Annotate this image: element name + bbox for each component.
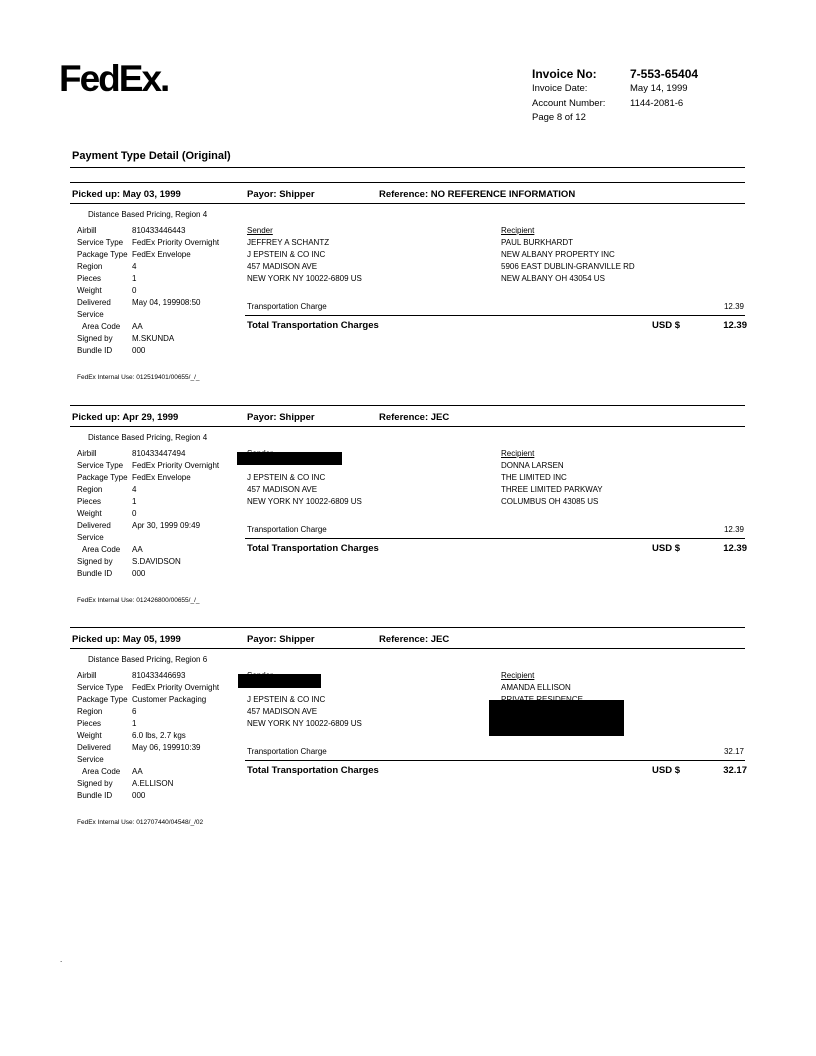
transportation-charge-value: 12.39 — [723, 525, 744, 534]
pricing-note: Distance Based Pricing, Region 4 — [88, 433, 208, 442]
sender-line: NEW YORK NY 10022-6809 US — [247, 274, 362, 283]
internal-use-note: FedEx Internal Use: 012519401/00655/_/_ — [77, 374, 200, 381]
shipment-block — [0, 398, 816, 618]
area-code-label: Area Code — [82, 767, 121, 776]
signed-by-value: M.SKUNDA — [132, 334, 175, 343]
service-type-label: Service Type — [77, 461, 124, 470]
weight-value: 0 — [132, 509, 137, 518]
package-type-label: Package Type — [77, 473, 128, 482]
picked-up: Picked up: Apr 29, 1999 — [72, 412, 179, 423]
service-label: Service — [77, 310, 104, 319]
bundle-id-value: 000 — [132, 791, 146, 800]
delivered-label: Delivered — [77, 298, 111, 307]
currency-label: USD $ — [652, 320, 680, 331]
internal-use-note: FedEx Internal Use: 012707440/04548/_/02 — [77, 819, 204, 826]
airbill-value: 810433447494 — [132, 449, 186, 458]
airbill-label: Airbill — [77, 671, 97, 680]
total-charges-label: Total Transportation Charges — [247, 765, 379, 776]
bundle-id-label: Bundle ID — [77, 791, 113, 800]
recipient-line: COLUMBUS OH 43085 US — [501, 497, 599, 506]
shipment-header-rule — [70, 648, 745, 649]
sender-line: J EPSTEIN & CO INC — [247, 250, 326, 259]
region-label: Region — [77, 485, 103, 494]
internal-use-note: FedEx Internal Use: 012426800/00655/_/_ — [77, 597, 200, 604]
recipient-line: DONNA LARSEN — [501, 461, 564, 470]
signed-by-value: A.ELLISON — [132, 779, 174, 788]
charges-rule — [245, 538, 745, 539]
reference: Reference: JEC — [379, 634, 450, 645]
invoice-date-value: May 14, 1999 — [630, 83, 688, 94]
sender-line: J EPSTEIN & CO INC — [247, 695, 326, 704]
airbill-label: Airbill — [77, 226, 97, 235]
transportation-charge-label: Transportation Charge — [247, 525, 327, 534]
signed-by-label: Signed by — [77, 779, 113, 788]
page-indicator: Page 8 of 12 — [532, 112, 586, 123]
weight-value: 6.0 lbs, 2.7 kgs — [132, 731, 186, 740]
reference: Reference: JEC — [379, 412, 450, 423]
package-type-value: FedEx Envelope — [132, 250, 191, 259]
area-code-value: AA — [132, 545, 143, 554]
pieces-value: 1 — [132, 274, 137, 283]
bundle-id-label: Bundle ID — [77, 346, 113, 355]
signed-by-label: Signed by — [77, 557, 113, 566]
account-number-label: Account Number: — [532, 98, 606, 109]
shipment-header-rule — [70, 203, 745, 204]
total-charges-label: Total Transportation Charges — [247, 543, 379, 554]
recipient-line: AMANDA ELLISON — [501, 683, 571, 692]
currency-label: USD $ — [652, 765, 680, 776]
sender-line: 457 MADISON AVE — [247, 485, 318, 494]
signed-by-value: S.DAVIDSON — [132, 557, 181, 566]
pieces-value: 1 — [132, 719, 137, 728]
section-divider — [70, 167, 745, 168]
sender-line: 457 MADISON AVE — [247, 262, 318, 271]
delivered-value: May 06, 199910:39 — [132, 743, 201, 752]
total-charges-label: Total Transportation Charges — [247, 320, 379, 331]
area-code-value: AA — [132, 322, 143, 331]
weight-label: Weight — [77, 509, 102, 518]
sender-line: J EPSTEIN & CO INC — [247, 473, 326, 482]
recipient-line: PAUL BURKHARDT — [501, 238, 574, 247]
currency-label: USD $ — [652, 543, 680, 554]
invoice-no-label: Invoice No: — [532, 67, 597, 81]
account-number-value: 1144-2081-6 — [630, 98, 684, 109]
area-code-value: AA — [132, 767, 143, 776]
signed-by-label: Signed by — [77, 334, 113, 343]
picked-up: Picked up: May 03, 1999 — [72, 189, 181, 200]
shipment-header-rule — [70, 426, 745, 427]
delivered-label: Delivered — [77, 743, 111, 752]
package-type-value: Customer Packaging — [132, 695, 207, 704]
delivered-value: Apr 30, 1999 09:49 — [132, 521, 201, 530]
shipment-top-rule — [70, 627, 745, 628]
reference: Reference: NO REFERENCE INFORMATION — [379, 189, 576, 200]
fedex-logo: FedEx. — [59, 58, 169, 99]
recipient-label: Recipient — [501, 449, 535, 458]
pieces-value: 1 — [132, 497, 137, 506]
weight-value: 0 — [132, 286, 137, 295]
package-type-value: FedEx Envelope — [132, 473, 191, 482]
pieces-label: Pieces — [77, 497, 102, 506]
airbill-label: Airbill — [77, 449, 97, 458]
area-code-label: Area Code — [82, 322, 121, 331]
recipient-line: THE LIMITED INC — [501, 473, 567, 482]
bundle-id-label: Bundle ID — [77, 569, 113, 578]
region-label: Region — [77, 262, 103, 271]
sender-line: NEW YORK NY 10022-6809 US — [247, 497, 362, 506]
footer-mark: . — [60, 955, 63, 964]
payor: Payor: Shipper — [247, 412, 315, 423]
recipient-line: NEW ALBANY PROPERTY INC — [501, 250, 615, 259]
charges-rule — [245, 760, 745, 761]
bundle-id-value: 000 — [132, 569, 146, 578]
redaction-box — [238, 674, 321, 688]
service-type-value: FedEx Priority Overnight — [132, 238, 220, 247]
airbill-value: 810433446693 — [132, 671, 186, 680]
redaction-box — [237, 452, 342, 465]
invoice-no-value: 7-553-65404 — [630, 67, 699, 81]
region-value: 4 — [132, 262, 137, 271]
area-code-label: Area Code — [82, 545, 121, 554]
section-title: Payment Type Detail (Original) — [72, 150, 231, 162]
weight-label: Weight — [77, 731, 102, 740]
service-type-value: FedEx Priority Overnight — [132, 683, 220, 692]
package-type-label: Package Type — [77, 250, 128, 259]
total-charges-value: 12.39 — [723, 320, 747, 331]
transportation-charge-value: 12.39 — [723, 302, 744, 311]
picked-up: Picked up: May 05, 1999 — [72, 634, 181, 645]
invoice-date-label: Invoice Date: — [532, 83, 588, 94]
total-charges-value: 32.17 — [723, 765, 747, 776]
shipment-block — [0, 620, 816, 840]
service-type-value: FedEx Priority Overnight — [132, 461, 220, 470]
bundle-id-value: 000 — [132, 346, 146, 355]
transportation-charge-label: Transportation Charge — [247, 302, 327, 311]
sender-label: Sender — [247, 226, 273, 235]
pricing-note: Distance Based Pricing, Region 6 — [88, 655, 208, 664]
delivered-label: Delivered — [77, 521, 111, 530]
service-label: Service — [77, 755, 104, 764]
shipment-top-rule — [70, 182, 745, 183]
transportation-charge-label: Transportation Charge — [247, 747, 327, 756]
service-label: Service — [77, 533, 104, 542]
recipient-line: NEW ALBANY OH 43054 US — [501, 274, 605, 283]
recipient-line: 5906 EAST DUBLIN-GRANVILLE RD — [501, 262, 635, 271]
sender-line: 457 MADISON AVE — [247, 707, 318, 716]
sender-line: JEFFREY A SCHANTZ — [247, 238, 330, 247]
payor: Payor: Shipper — [247, 189, 315, 200]
airbill-value: 810433446443 — [132, 226, 186, 235]
pieces-label: Pieces — [77, 274, 102, 283]
payor: Payor: Shipper — [247, 634, 315, 645]
redaction-box — [489, 700, 624, 736]
transportation-charge-value: 32.17 — [723, 747, 744, 756]
sender-line: NEW YORK NY 10022-6809 US — [247, 719, 362, 728]
service-type-label: Service Type — [77, 238, 124, 247]
recipient-label: Recipient — [501, 226, 535, 235]
service-type-label: Service Type — [77, 683, 124, 692]
total-charges-value: 12.39 — [723, 543, 747, 554]
shipment-top-rule — [70, 405, 745, 406]
region-value: 4 — [132, 485, 137, 494]
charges-rule — [245, 315, 745, 316]
region-label: Region — [77, 707, 103, 716]
pieces-label: Pieces — [77, 719, 102, 728]
pricing-note: Distance Based Pricing, Region 4 — [88, 210, 208, 219]
weight-label: Weight — [77, 286, 102, 295]
region-value: 6 — [132, 707, 137, 716]
recipient-line: THREE LIMITED PARKWAY — [501, 485, 603, 494]
shipment-block — [0, 175, 816, 395]
package-type-label: Package Type — [77, 695, 128, 704]
delivered-value: May 04, 199908:50 — [132, 298, 201, 307]
recipient-label: Recipient — [501, 671, 535, 680]
